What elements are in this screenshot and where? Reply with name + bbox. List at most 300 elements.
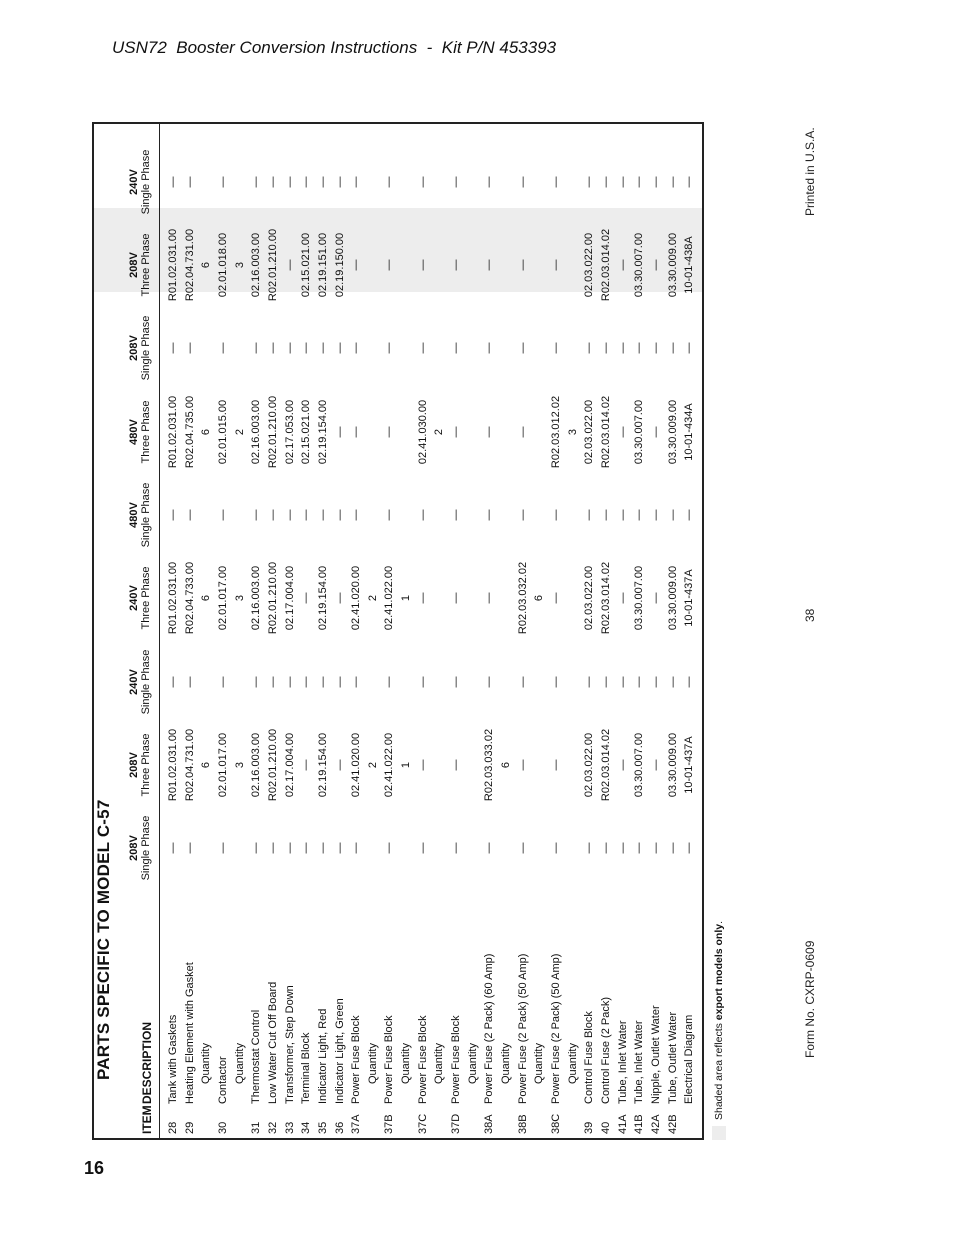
- part-number-cell: 02.16.003.00: [250, 399, 263, 465]
- table-row: [249, 122, 266, 1140]
- part-number-cell: —: [483, 509, 496, 521]
- part-number-cell: R01.02.031.00: [167, 228, 179, 302]
- part-number-cell: —: [666, 676, 679, 688]
- part-number-cell: —: [516, 176, 529, 188]
- part-number-cell: —: [450, 509, 463, 521]
- table-row: [449, 122, 466, 1140]
- part-number-cell: —: [649, 342, 662, 354]
- part-number-cell: 02.17.004.00: [283, 732, 296, 798]
- column-header-8: [128, 223, 152, 307]
- part-number-cell: R02.01.210.00: [266, 395, 279, 469]
- table-row: [233, 122, 250, 1140]
- page-number: 16: [84, 1158, 105, 1178]
- part-number-cell: —: [666, 176, 679, 188]
- column-voltage: 240V: [128, 669, 140, 695]
- table-row: [183, 122, 200, 1140]
- part-number-cell: —: [666, 342, 679, 354]
- column-phase: Three Phase: [140, 400, 152, 464]
- item-description: Tube, Inlet Water: [633, 1020, 646, 1104]
- part-number-cell: —: [549, 259, 562, 271]
- column-header-4: [128, 556, 152, 640]
- part-number-cell: —: [583, 509, 596, 521]
- part-number-cell: —: [666, 842, 679, 854]
- column-voltage: 240V: [128, 169, 140, 195]
- part-number-cell: —: [350, 259, 363, 271]
- part-number-cell: 02.01.017.00: [216, 732, 229, 798]
- column-phase: Single Phase: [140, 315, 152, 381]
- part-number-cell: —: [583, 842, 596, 854]
- item-number: 41B: [633, 1114, 646, 1134]
- table-row: [582, 122, 599, 1140]
- part-number-cell: 6: [200, 594, 213, 602]
- table-row: [616, 122, 633, 1140]
- part-number-cell: 02.19.150.00: [333, 232, 346, 298]
- table-row: [382, 122, 399, 1140]
- part-number-cell: —: [283, 342, 296, 354]
- table-row: [316, 122, 333, 1140]
- part-number-cell: 02.01.017.00: [216, 565, 229, 631]
- part-number-cell: —: [583, 176, 596, 188]
- part-number-cell: R02.03.032.02: [516, 561, 529, 635]
- part-number-cell: —: [649, 509, 662, 521]
- part-number-cell: 3: [233, 261, 246, 269]
- part-number-cell: R02.04.733.00: [183, 561, 196, 635]
- part-number-cell: —: [283, 509, 296, 521]
- part-number-cell: —: [333, 342, 346, 354]
- item-number: 38C: [549, 1113, 562, 1134]
- part-number-cell: —: [216, 342, 229, 354]
- part-number-cell: —: [599, 676, 612, 688]
- item-number: 30: [216, 1121, 229, 1134]
- part-number-cell: —: [649, 842, 662, 854]
- table-row: [599, 122, 616, 1140]
- part-number-cell: —: [450, 759, 463, 771]
- part-number-cell: —: [250, 842, 263, 854]
- item-description: Tube, Inlet Water: [616, 1020, 629, 1104]
- part-number-cell: —: [333, 842, 346, 854]
- part-number-cell: —: [483, 842, 496, 854]
- part-number-cell: —: [599, 509, 612, 521]
- item-description: Quantity: [466, 1043, 479, 1084]
- part-number-cell: —: [483, 342, 496, 354]
- item-number: 41A: [616, 1114, 629, 1134]
- part-number-cell: —: [383, 426, 396, 438]
- part-number-cell: 3: [233, 761, 246, 769]
- item-number: 42B: [666, 1114, 679, 1134]
- part-number-cell: —: [416, 759, 429, 771]
- item-description: Power Fuse Block: [383, 1015, 396, 1104]
- part-number-cell: —: [350, 676, 363, 688]
- part-number-cell: 02.15.021.00: [300, 399, 313, 465]
- part-number-cell: —: [450, 426, 463, 438]
- part-number-cell: —: [316, 676, 329, 688]
- item-description: Power Fuse Block: [450, 1015, 463, 1104]
- part-number-cell: —: [450, 342, 463, 354]
- part-number-cell: 03.30.007.00: [633, 232, 646, 298]
- part-number-cell: —: [183, 842, 196, 854]
- item-number: 37A: [350, 1114, 363, 1134]
- item-description: Power Fuse (2 Pack) (50 Amp): [549, 953, 562, 1104]
- part-number-cell: R02.03.033.02: [483, 728, 496, 802]
- column-header-5: [128, 473, 152, 557]
- part-number-cell: —: [250, 676, 263, 688]
- part-number-cell: —: [383, 676, 396, 688]
- part-number-cell: —: [283, 842, 296, 854]
- item-description: Control Fuse (2 Pack): [599, 997, 612, 1104]
- part-number-cell: —: [616, 759, 629, 771]
- part-number-cell: R02.03.014.02: [599, 728, 612, 802]
- source-page-number: 38: [803, 608, 817, 622]
- part-number-cell: 03.30.007.00: [633, 732, 646, 798]
- part-number-cell: —: [316, 342, 329, 354]
- part-number-cell: 02.16.003.00: [250, 732, 263, 798]
- part-number-cell: R02.04.735.00: [183, 395, 196, 469]
- part-number-cell: 02.19.154.00: [316, 399, 329, 465]
- table-row: [416, 122, 433, 1140]
- table-row: [432, 122, 449, 1140]
- part-number-cell: —: [633, 342, 646, 354]
- part-number-cell: —: [549, 342, 562, 354]
- column-header-7: [128, 306, 152, 390]
- part-number-cell: —: [599, 842, 612, 854]
- column-header-2: [128, 723, 152, 807]
- part-number-cell: 2: [366, 761, 379, 769]
- part-number-cell: 1: [400, 594, 413, 602]
- document-header: USN72 Booster Conversion Instructions - Kit P/N 453393: [112, 38, 557, 57]
- item-description: Quantity: [500, 1043, 512, 1084]
- table-row: [566, 122, 583, 1140]
- part-number-cell: R01.02.031.00: [167, 728, 179, 802]
- part-number-cell: —: [516, 842, 529, 854]
- part-number-cell: —: [350, 342, 363, 354]
- part-number-cell: —: [183, 676, 196, 688]
- part-number-cell: —: [300, 342, 313, 354]
- item-number: 38A: [483, 1114, 496, 1134]
- part-number-cell: —: [383, 842, 396, 854]
- part-number-cell: 03.30.009.00: [666, 399, 679, 465]
- item-description: Quantity: [366, 1043, 379, 1084]
- part-number-cell: 02.19.154.00: [316, 732, 329, 798]
- table-row: [666, 122, 683, 1140]
- part-number-cell: 02.41.022.00: [383, 732, 396, 798]
- column-phase: Single Phase: [140, 815, 152, 881]
- part-number-cell: —: [383, 509, 396, 521]
- part-number-cell: —: [316, 842, 329, 854]
- column-voltage: 208V: [128, 252, 140, 278]
- item-number: 37B: [383, 1114, 396, 1134]
- part-number-cell: R02.03.014.02: [599, 561, 612, 635]
- part-number-cell: —: [383, 259, 396, 271]
- part-number-cell: —: [633, 176, 646, 188]
- part-number-cell: —: [416, 176, 429, 188]
- column-header-1: [128, 806, 152, 890]
- part-number-cell: —: [683, 176, 696, 188]
- part-number-cell: —: [450, 592, 463, 604]
- part-number-cell: 10-01-434A: [683, 403, 696, 461]
- part-number-cell: —: [616, 176, 629, 188]
- item-description: Power Fuse (2 Pack) (50 Amp): [516, 953, 529, 1104]
- part-number-cell: —: [516, 759, 529, 771]
- table-row: [283, 122, 300, 1140]
- part-number-cell: —: [300, 176, 313, 188]
- item-number: 33: [283, 1121, 296, 1134]
- part-number-cell: —: [416, 509, 429, 521]
- part-number-cell: —: [416, 342, 429, 354]
- part-number-cell: 03.30.007.00: [633, 565, 646, 631]
- item-number: 42A: [649, 1114, 662, 1134]
- header-rule: [159, 122, 160, 1140]
- part-number-cell: —: [549, 842, 562, 854]
- part-number-cell: —: [483, 259, 496, 271]
- part-number-cell: —: [549, 676, 562, 688]
- part-number-cell: 02.41.020.00: [350, 732, 363, 798]
- column-phase: Three Phase: [140, 733, 152, 797]
- item-description: Terminal Block: [300, 1032, 313, 1104]
- part-number-cell: —: [616, 259, 629, 271]
- part-number-cell: —: [333, 176, 346, 188]
- table-row: [366, 122, 383, 1140]
- part-number-cell: 03.30.009.00: [666, 565, 679, 631]
- item-description: Quantity: [433, 1043, 446, 1084]
- part-number-cell: —: [616, 342, 629, 354]
- part-number-cell: —: [250, 176, 263, 188]
- part-number-cell: —: [350, 176, 363, 188]
- part-number-cell: 02.03.022.00: [583, 565, 596, 631]
- part-number-cell: 6: [200, 761, 213, 769]
- part-number-cell: 02.03.022.00: [583, 232, 596, 298]
- item-description: Indicator Light, Green: [333, 998, 346, 1104]
- column-voltage: 208V: [128, 335, 140, 361]
- item-number: 36: [333, 1121, 346, 1134]
- part-number-cell: —: [549, 509, 562, 521]
- part-number-cell: —: [483, 426, 496, 438]
- part-number-cell: —: [583, 342, 596, 354]
- column-phase: Single Phase: [140, 649, 152, 715]
- part-number-cell: 1: [400, 761, 413, 769]
- part-number-cell: —: [483, 592, 496, 604]
- part-number-cell: R01.02.031.00: [167, 395, 179, 469]
- part-number-cell: 3: [233, 594, 246, 602]
- part-number-cell: —: [333, 676, 346, 688]
- part-number-cell: —: [333, 509, 346, 521]
- part-number-cell: 02.19.151.00: [316, 232, 329, 298]
- part-number-cell: —: [583, 676, 596, 688]
- item-description: Quantity: [400, 1043, 413, 1084]
- part-number-cell: —: [516, 259, 529, 271]
- part-number-cell: —: [450, 259, 463, 271]
- part-number-cell: —: [283, 176, 296, 188]
- part-number-cell: —: [350, 426, 363, 438]
- part-number-cell: R02.04.731.00: [183, 728, 196, 802]
- part-number-cell: —: [266, 342, 279, 354]
- part-number-cell: 02.17.053.00: [283, 399, 296, 465]
- item-number: 40: [599, 1121, 612, 1134]
- part-number-cell: 3: [566, 428, 579, 436]
- part-number-cell: —: [616, 426, 629, 438]
- part-number-cell: —: [649, 759, 662, 771]
- item-description: Low Water Cut Off Board: [266, 981, 279, 1104]
- part-number-cell: 6: [533, 594, 546, 602]
- description-header: DESCRIPTION: [140, 1021, 154, 1104]
- table-row: [549, 122, 566, 1140]
- part-number-cell: —: [183, 342, 196, 354]
- part-number-cell: —: [683, 509, 696, 521]
- part-number-cell: —: [350, 509, 363, 521]
- part-number-cell: —: [549, 592, 562, 604]
- table-row: [649, 122, 666, 1140]
- item-description: Indicator Light, Red: [316, 1008, 329, 1104]
- part-number-cell: —: [599, 342, 612, 354]
- item-number: 37D: [450, 1113, 463, 1134]
- part-number-cell: 02.01.018.00: [216, 232, 229, 298]
- item-number: 32: [266, 1121, 279, 1134]
- part-number-cell: 6: [200, 261, 213, 269]
- table-title: PARTS SPECIFIC TO MODEL C-57: [94, 799, 113, 1080]
- part-number-cell: 10-01-437A: [683, 736, 696, 794]
- table-row: [333, 122, 350, 1140]
- part-number-cell: 02.03.022.00: [583, 399, 596, 465]
- form-number: Form No. CXRP-0609: [803, 940, 817, 1058]
- part-number-cell: —: [649, 176, 662, 188]
- item-description: Control Fuse Block: [583, 1011, 596, 1104]
- part-number-cell: —: [300, 509, 313, 521]
- part-number-cell: 02.41.022.00: [383, 565, 396, 631]
- part-number-cell: —: [450, 842, 463, 854]
- column-header-3: [128, 640, 152, 724]
- table-row: [632, 122, 649, 1140]
- part-number-cell: R01.02.031.00: [167, 561, 179, 635]
- part-number-cell: —: [283, 676, 296, 688]
- part-number-cell: 10-01-438A: [683, 236, 696, 294]
- part-number-cell: R02.03.014.02: [599, 395, 612, 469]
- part-number-cell: 03.30.009.00: [666, 732, 679, 798]
- part-number-cell: —: [333, 592, 346, 604]
- part-number-cell: —: [216, 842, 229, 854]
- part-number-cell: —: [516, 426, 529, 438]
- table-row: [482, 122, 499, 1140]
- part-number-cell: —: [216, 176, 229, 188]
- part-number-cell: —: [300, 676, 313, 688]
- part-number-cell: —: [250, 509, 263, 521]
- part-number-cell: —: [483, 176, 496, 188]
- part-number-cell: —: [599, 176, 612, 188]
- footnote: Shaded area reflects export models only.: [712, 921, 726, 1140]
- part-number-cell: 02.16.003.00: [250, 232, 263, 298]
- part-number-cell: —: [649, 426, 662, 438]
- part-number-cell: 03.30.007.00: [633, 399, 646, 465]
- part-number-cell: R02.01.210.00: [266, 728, 279, 802]
- part-number-cell: —: [616, 509, 629, 521]
- part-number-cell: —: [167, 342, 179, 354]
- part-number-cell: 10-01-437A: [683, 569, 696, 627]
- part-number-cell: —: [183, 176, 196, 188]
- column-phase: Three Phase: [140, 566, 152, 630]
- column-voltage: 240V: [128, 585, 140, 611]
- column-voltage: 208V: [128, 752, 140, 778]
- part-number-cell: —: [167, 509, 179, 521]
- item-number: 35: [316, 1121, 329, 1134]
- part-number-cell: —: [300, 842, 313, 854]
- part-number-cell: 6: [500, 761, 512, 769]
- printed-in: Printed in U.S.A.: [803, 127, 817, 216]
- part-number-cell: —: [616, 842, 629, 854]
- part-number-cell: —: [350, 842, 363, 854]
- item-description: Heating Element with Gasket: [183, 962, 196, 1104]
- table-row: [166, 122, 183, 1140]
- part-number-cell: —: [266, 676, 279, 688]
- parts-table: [92, 122, 725, 1140]
- part-number-cell: —: [416, 842, 429, 854]
- part-number-cell: —: [683, 842, 696, 854]
- part-number-cell: 02.19.154.00: [316, 565, 329, 631]
- part-number-cell: —: [266, 176, 279, 188]
- item-description: Electrical Diagram: [683, 1014, 696, 1104]
- part-number-cell: —: [616, 592, 629, 604]
- table-row: [466, 122, 483, 1140]
- item-number: 37C: [416, 1113, 429, 1134]
- part-number-cell: 6: [200, 428, 213, 436]
- item-description: Power Fuse Block: [416, 1015, 429, 1104]
- table-row: [199, 122, 216, 1140]
- table-row: [266, 122, 283, 1140]
- part-number-cell: R02.04.731.00: [183, 228, 196, 302]
- part-number-cell: —: [666, 509, 679, 521]
- part-number-cell: 02.41.030.00: [416, 399, 429, 465]
- part-number-cell: R02.03.014.02: [599, 228, 612, 302]
- part-number-cell: —: [283, 259, 296, 271]
- part-number-cell: —: [266, 842, 279, 854]
- part-number-cell: —: [167, 842, 179, 854]
- part-number-cell: —: [616, 676, 629, 688]
- part-number-cell: —: [333, 426, 346, 438]
- part-number-cell: —: [333, 759, 346, 771]
- item-number: 28: [167, 1121, 179, 1134]
- part-number-cell: —: [300, 592, 313, 604]
- part-number-cell: —: [516, 676, 529, 688]
- part-number-cell: R02.01.210.00: [266, 228, 279, 302]
- part-number-cell: —: [183, 509, 196, 521]
- part-number-cell: 03.30.009.00: [666, 232, 679, 298]
- part-number-cell: —: [633, 842, 646, 854]
- part-number-cell: —: [549, 176, 562, 188]
- item-description: Transformer, Step Down: [283, 985, 296, 1104]
- item-description: Tank with Gaskets: [167, 1014, 179, 1104]
- item-number: 31: [250, 1121, 263, 1134]
- item-number: 38B: [516, 1114, 529, 1134]
- part-number-cell: 2: [366, 594, 379, 602]
- table-row: [516, 122, 533, 1140]
- part-number-cell: 2: [233, 428, 246, 436]
- part-number-cell: —: [483, 676, 496, 688]
- part-number-cell: 2: [433, 428, 446, 436]
- part-number-cell: —: [383, 176, 396, 188]
- item-number: 39: [583, 1121, 596, 1134]
- column-voltage: 208V: [128, 835, 140, 861]
- part-number-cell: —: [649, 676, 662, 688]
- table-row: [499, 122, 516, 1140]
- item-description: Quantity: [533, 1043, 546, 1084]
- table-row: [532, 122, 549, 1140]
- part-number-cell: —: [516, 509, 529, 521]
- item-description: Quantity: [566, 1043, 579, 1084]
- column-phase: Single Phase: [140, 482, 152, 548]
- item-description: Power Fuse (2 Pack) (60 Amp): [483, 953, 496, 1104]
- item-number: 34: [300, 1121, 313, 1134]
- part-number-cell: —: [516, 342, 529, 354]
- part-number-cell: —: [549, 759, 562, 771]
- part-number-cell: —: [216, 676, 229, 688]
- part-number-cell: —: [167, 676, 179, 688]
